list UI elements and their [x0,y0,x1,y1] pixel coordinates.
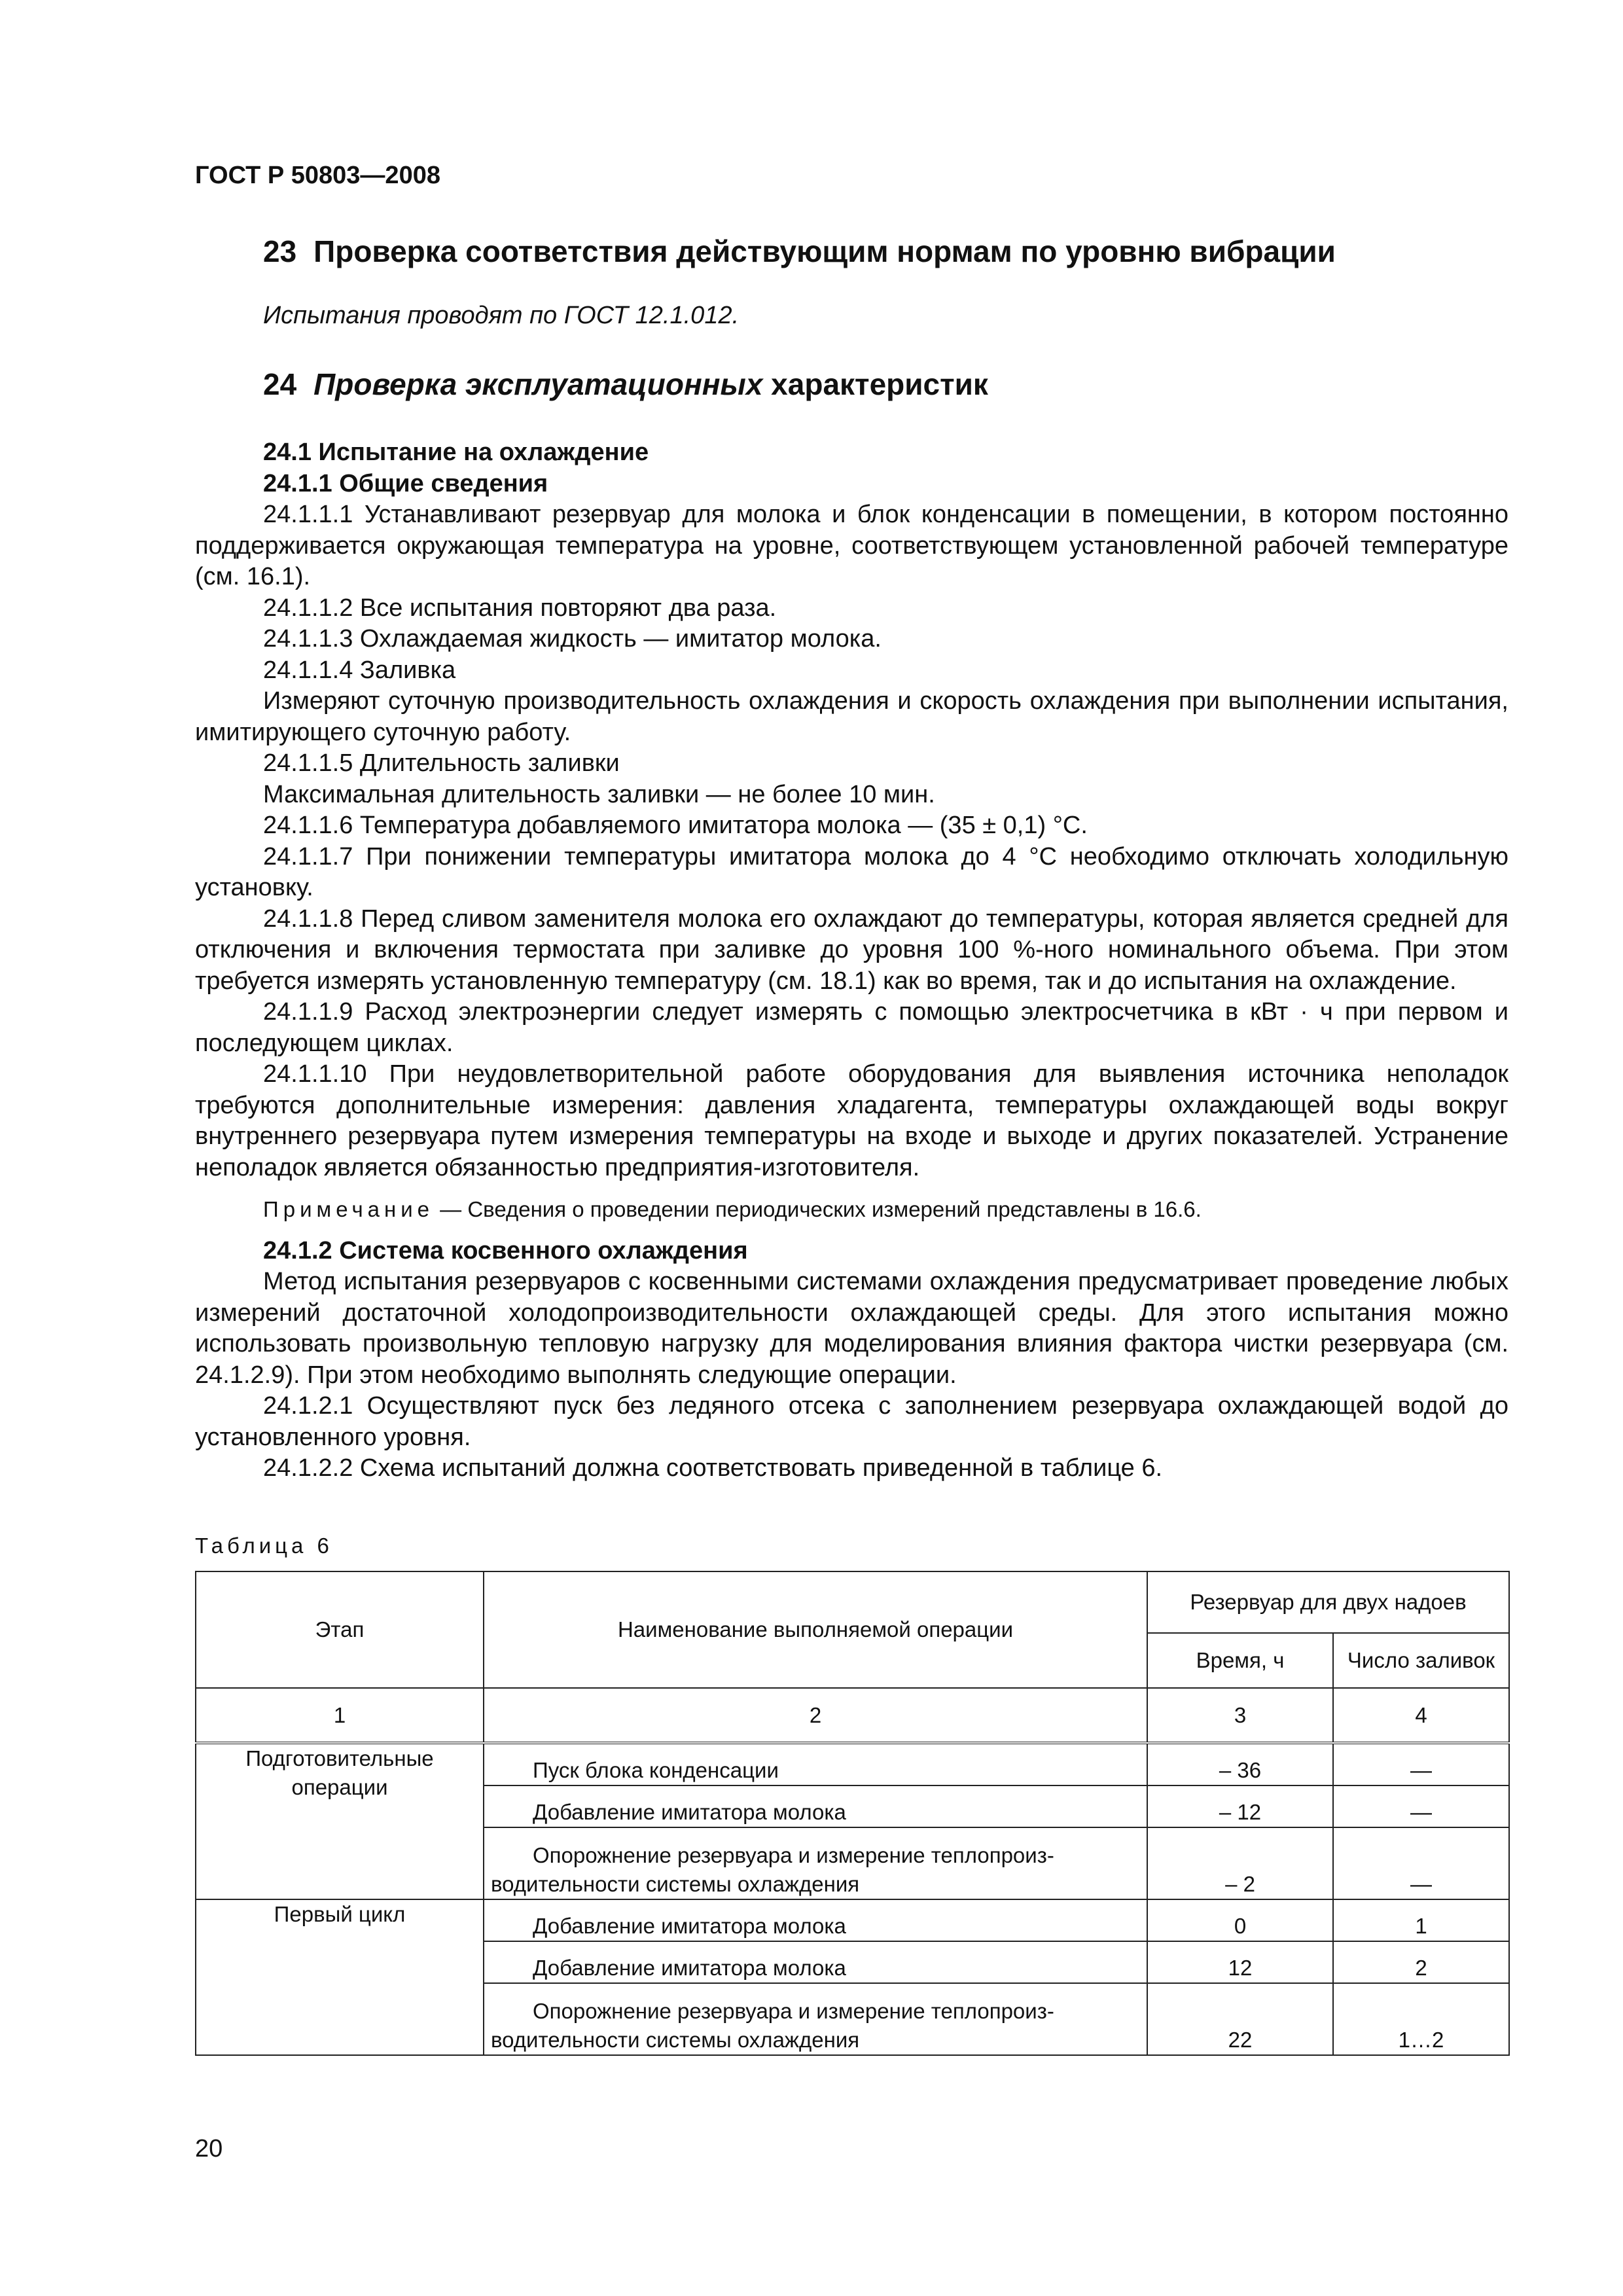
para-24-1-1-9: 24.1.1.9 Расход электроэнергии следует измерять с помощью электросчетчика в кВт · ч при первом и последующем циклах. [195,998,1508,1057]
header-stage: Этап [196,1571,484,1688]
operation-text-line1: Опорожнение резервуара и измерение теплопроиз- [533,1999,1054,2023]
section-23-number: 23 [263,234,297,268]
table-6 [195,1571,1510,2056]
para-24-1-2-1: 24.1.2.1 Осуществляют пуск без ледяного отсека с заполнением резервуара охлаждающей водой до установленного уровня. [195,1392,1508,1451]
heading-24-1: 24.1 Испытание на охлаждение [263,439,649,466]
para-24-1-1-6: 24.1.1.6 Температура добавляемого имитатора молока — (35 ± 0,1) °С. [263,812,1088,839]
operation-text-line2: водительности системы охлаждения [491,2028,860,2052]
count-cell: — [1333,1785,1509,1827]
table-row [196,1743,1509,1785]
para-24-1-1-5: 24.1.1.5 Длительность заливки [263,749,620,777]
section-23-intro: Испытания проводят по ГОСТ 12.1.012. [263,302,740,329]
operation-cell [484,1983,1147,2055]
para-24-1-1-4-text: Измеряют суточную производительность охлаждения и скорость охлаждения при выполнении испытания, имитирующего суточную работу. [195,687,1508,746]
para-24-1-1-10: 24.1.1.10 При неудовлетворительной работе оборудования для выявления источника неполадок требуются дополнительные измерения: давления хладагента, температуры охлаждающей воды вокруг внутреннего резервуара путем измерения температуры на входе и выходе и других показателей. Устранение неполадок является обязанностью предприятия-изготовителя. [195,1060,1508,1181]
operation-cell [484,1743,1147,1785]
operation-text: Добавление имитатора молока [533,1956,846,1980]
header-count: Число заливок [1333,1633,1509,1688]
para-24-1-1-2: 24.1.1.2 Все испытания повторяют два раза. [263,594,777,622]
header-tank-group: Резервуар для двух надоев [1147,1571,1509,1633]
para-24-1-1-4: 24.1.1.4 Заливка [263,656,456,684]
heading-24-1-2: 24.1.2 Система косвенного охлаждения [263,1236,748,1265]
header-operation: Наименование выполняемой операции [484,1571,1147,1688]
para-24-1-1-1: 24.1.1.1 Устанавливают резервуар для молока и блок конденсации в помещении, в котором постоянно поддерживается окружающая температура на уровне, соответствующем установленной рабочей температуре (см. 16.1). [195,501,1508,590]
time-cell: 12 [1147,1941,1333,1983]
section-23-text: Проверка соответствия действующим нормам по уровню вибрации [313,234,1336,268]
operation-text-line2: водительности системы охлаждения [491,1872,860,1896]
note [195,1194,1508,1225]
operation-cell [484,1899,1147,1941]
count-cell: — [1333,1743,1509,1785]
para-24-1-1-8: 24.1.1.8 Перед сливом заменителя молока его охлаждают до температуры, которая является средней для отключения и включения термостата при заливке до уровня 100 %-ного номинального объема. При этом требуется измерять установленную температуру (см. 18.1) как во время, так и до испытания на охлаждение. [195,905,1508,995]
time-cell: – 12 [1147,1785,1333,1827]
operation-cell [484,1941,1147,1983]
operation-cell [484,1785,1147,1827]
stage-cell: Первый цикл [196,1899,484,2055]
stage-cell: Подготовительные операции [196,1743,484,1899]
table-row [196,1899,1509,1941]
section-23-title [263,234,1336,269]
operation-text: Добавление имитатора молока [533,1800,846,1824]
time-cell: – 2 [1147,1827,1333,1899]
time-cell: 22 [1147,1983,1333,2055]
count-cell: 2 [1333,1941,1509,1983]
para-24-1-2: Метод испытания резервуаров с косвенными системами охлаждения предусматривает проведение любых измерений достаточной холодопроизводительности охлаждающей среды. Для этого испытания можно использовать произвольную тепловую нагрузку для моделирования влияния фактора чистки резервуара (см. 24.1.2.9). При этом необходимо выполнять следующие операции. [195,1268,1508,1389]
operation-cell [484,1827,1147,1899]
time-cell: – 36 [1147,1743,1333,1785]
count-cell: 1 [1333,1899,1509,1941]
para-24-1-1-7: 24.1.1.7 При понижении температуры имитатора молока до 4 °С необходимо отключать холодильную установку. [195,842,1508,901]
heading-24-1-1: 24.1.1 Общие сведения [263,469,548,497]
table-caption: Таблица 6 [195,1534,333,1558]
header-time: Время, ч [1147,1633,1333,1688]
para-24-1-1-5-text: Максимальная длительность заливки — не более 10 мин. [263,780,935,808]
section-24-italic: Проверка эксплуатационных [313,367,763,401]
time-cell: 0 [1147,1899,1333,1941]
operation-text: Добавление имитатора молока [533,1914,846,1938]
note-text: — Сведения о проведении периодических измерений представлены в 16.6. [434,1197,1202,1221]
document-header: ГОСТ Р 50803—2008 [195,162,440,189]
column-number: 3 [1147,1688,1333,1743]
count-cell: — [1333,1827,1509,1899]
note-label: Примечание [263,1197,435,1221]
section-24-title [263,367,988,402]
operation-text: Пуск блока конденсации [533,1758,779,1782]
para-24-1-2-2: 24.1.2.2 Схема испытаний должна соответствовать приведенной в таблице 6. [263,1454,1163,1482]
operation-text-line1: Опорожнение резервуара и измерение теплопроиз- [533,1843,1054,1867]
page-number: 20 [195,2135,223,2162]
section-24-rest: характеристик [762,367,988,401]
section-24-number: 24 [263,367,297,401]
column-number: 2 [484,1688,1147,1743]
para-24-1-1-3: 24.1.1.3 Охлаждаемая жидкость — имитатор молока. [263,625,882,653]
count-cell: 1…2 [1333,1983,1509,2055]
column-number: 1 [196,1688,484,1743]
column-number: 4 [1333,1688,1509,1743]
body-text [195,437,1508,1484]
